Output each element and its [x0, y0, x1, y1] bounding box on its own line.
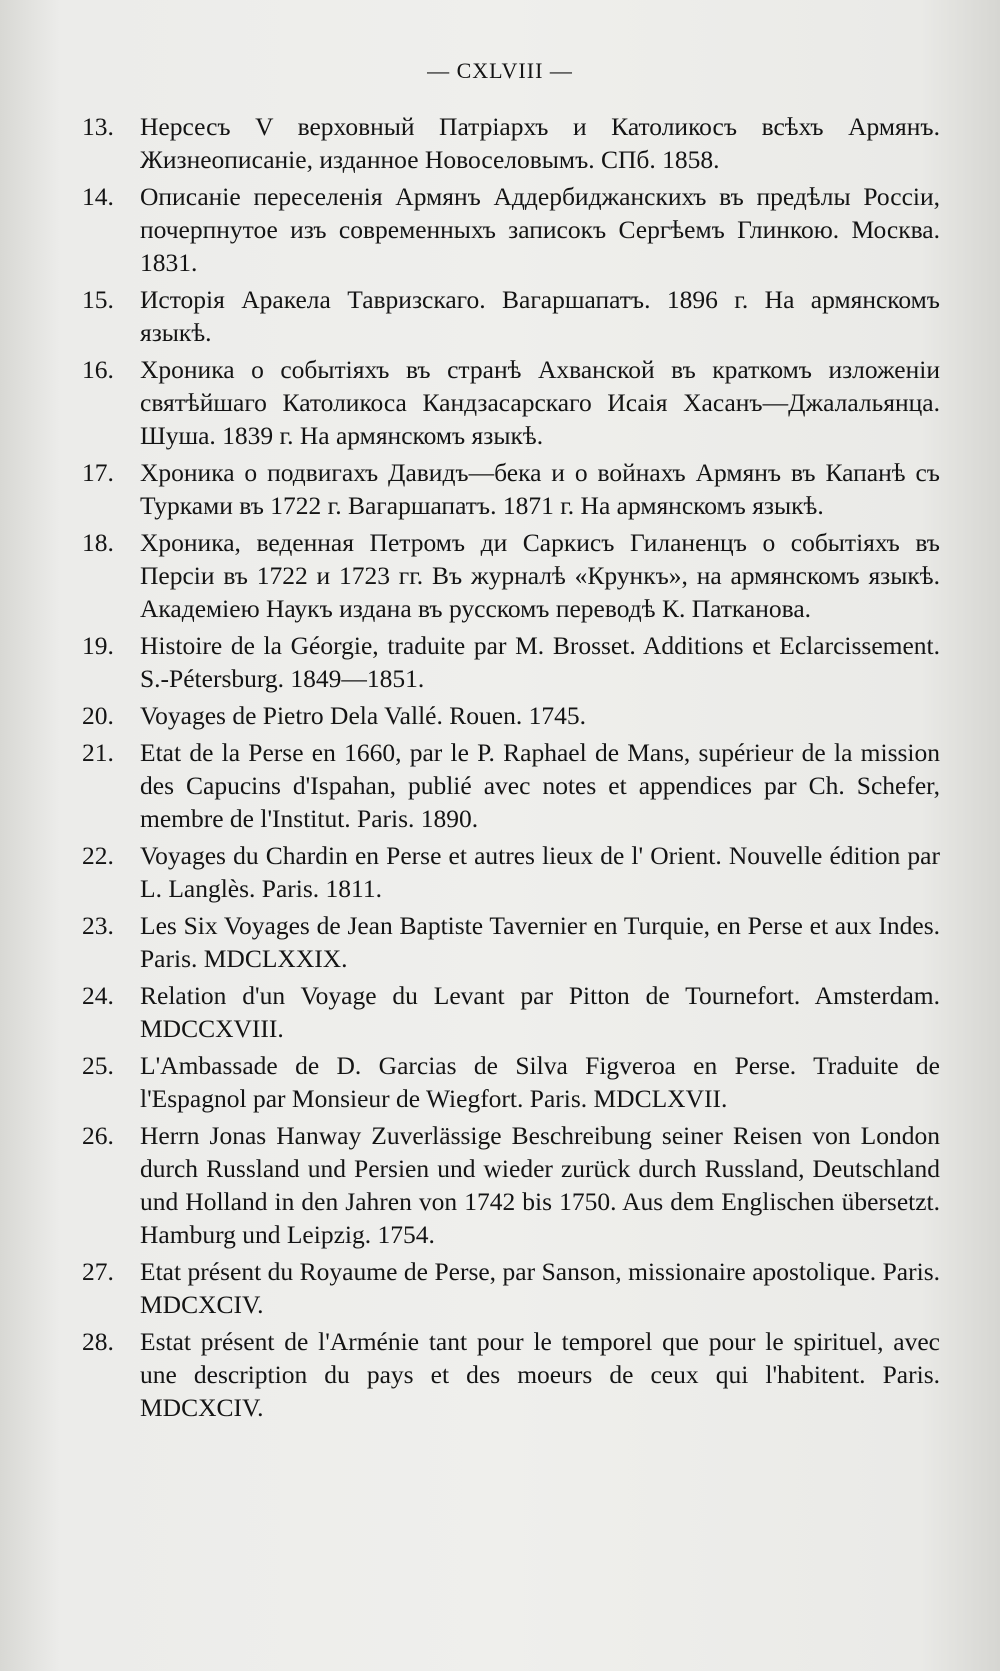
entry-number: 23. [82, 911, 114, 940]
bibliography-entry [82, 353, 940, 452]
entry-number: 21. [82, 738, 114, 767]
entry-text: Les Six Voyages de Jean Baptiste Tavernier en Turquie, en Perse et aux Indes. Paris. MDCLXXIX. [140, 911, 940, 973]
entry-number: 16. [82, 355, 114, 384]
entry-number: 15. [82, 285, 114, 314]
bibliography-entry [82, 110, 940, 176]
entry-text: Estat présent de l'Arménie tant pour le temporel que pour le spirituel, avec une description du pays et des moeurs de ceux qui l'habitent. Paris. MDCXCIV. [140, 1327, 940, 1422]
entry-text: Herrn Jonas Hanway Zuverlässige Beschreibung seiner Reisen von London durch Russland und Persien und wieder zurück durch Russland, Deutschland und Holland in den Jahren von 1742 bis 1750. Aus dem Englischen übersetzt. Hamburg und Leipzig. 1754. [140, 1121, 940, 1249]
bibliography-entry [82, 526, 940, 625]
entry-text: Etat de la Perse en 1660, par le P. Raphael de Mans, supérieur de la mission des Capucins d'Ispahan, publié avec notes et appendices par Ch. Schefer, membre de l'Institut. Paris. 1890. [140, 738, 940, 833]
bibliography-list [82, 110, 940, 1428]
bibliography-entry [82, 699, 940, 732]
entry-number: 17. [82, 458, 114, 487]
bibliography-entry [82, 1255, 940, 1321]
entry-text: Хроника, веденная Петромъ ди Саркисъ Гиланенцъ о событіяхъ въ Персіи въ 1722 и 1723 гг. Въ журналѣ «Крункъ», на армянскомъ языкѣ. Академіею Наукъ издана въ русскомъ переводѣ К. Патканова. [140, 528, 940, 623]
entry-text: Хроника о событіяхъ въ странѣ Ахванской въ краткомъ изложеніи святѣйшаго Католикоса Кандзасарскаго Исаія Хасанъ—Джалальянца. Шуша. 1839 г. На армянскомъ языкѣ. [140, 355, 940, 450]
bibliography-entry [82, 909, 940, 975]
bibliography-entry [82, 979, 940, 1045]
entry-number: 27. [82, 1257, 114, 1286]
entry-number: 25. [82, 1051, 114, 1080]
entry-number: 19. [82, 631, 114, 660]
bibliography-entry [82, 1049, 940, 1115]
bibliography-entry [82, 180, 940, 279]
entry-text: Relation d'un Voyage du Levant par Pitton de Tournefort. Amsterdam. MDCCXVIII. [140, 981, 940, 1043]
bibliography-entry [82, 736, 940, 835]
bibliography-entry [82, 456, 940, 522]
entry-text: L'Ambassade de D. Garcias de Silva Figveroa en Perse. Traduite de l'Espagnol par Monsieur de Wiegfort. Paris. MDCLXVII. [140, 1051, 940, 1113]
page-number-header: — CXLVIII — [427, 58, 573, 83]
entry-text: Исторія Аракела Тавризскаго. Вагаршапатъ. 1896 г. На армянскомъ языкѣ. [140, 285, 940, 347]
entry-number: 22. [82, 841, 114, 870]
entry-text: Хроника о подвигахъ Давидъ—бека и о войнахъ Армянъ въ Капанѣ съ Турками въ 1722 г. Вагаршапатъ. 1871 г. На армянскомъ языкѣ. [140, 458, 940, 520]
entry-number: 24. [82, 981, 114, 1010]
entry-text: Нерсесъ V верховный Патріархъ и Католикосъ всѣхъ Армянъ. Жизнеописаніе, изданное Новоселовымъ. СПб. 1858. [140, 112, 940, 174]
entry-text: Histoire de la Géorgie, traduite par M. Brosset. Additions et Eclarcissement. S.-Pétersburg. 1849—1851. [140, 631, 940, 693]
entry-text: Voyages du Chardin en Perse et autres lieux de l' Orient. Nouvelle édition par L. Langlès. Paris. 1811. [140, 841, 940, 903]
bibliography-entry [82, 1325, 940, 1424]
entry-number: 18. [82, 528, 114, 557]
bibliography-entry [82, 839, 940, 905]
entry-number: 26. [82, 1121, 114, 1150]
entry-text: Описаніе переселенія Армянъ Аддербиджанскихъ въ предѣлы Россіи, почерпнутое изъ современныхъ записокъ Сергѣемъ Глинкою. Москва. 1831. [140, 182, 940, 277]
entry-number: 28. [82, 1327, 114, 1356]
bibliography-entry [82, 283, 940, 349]
entry-number: 20. [82, 701, 114, 730]
entry-number: 14. [82, 182, 114, 211]
entry-text: Etat présent du Royaume de Perse, par Sanson, missionaire apostolique. Paris. MDCXCIV. [140, 1257, 940, 1319]
entry-number: 13. [82, 112, 114, 141]
bibliography-entry [82, 629, 940, 695]
entry-text: Voyages de Pietro Dela Vallé. Rouen. 1745. [140, 701, 586, 730]
bibliography-entry [82, 1119, 940, 1251]
